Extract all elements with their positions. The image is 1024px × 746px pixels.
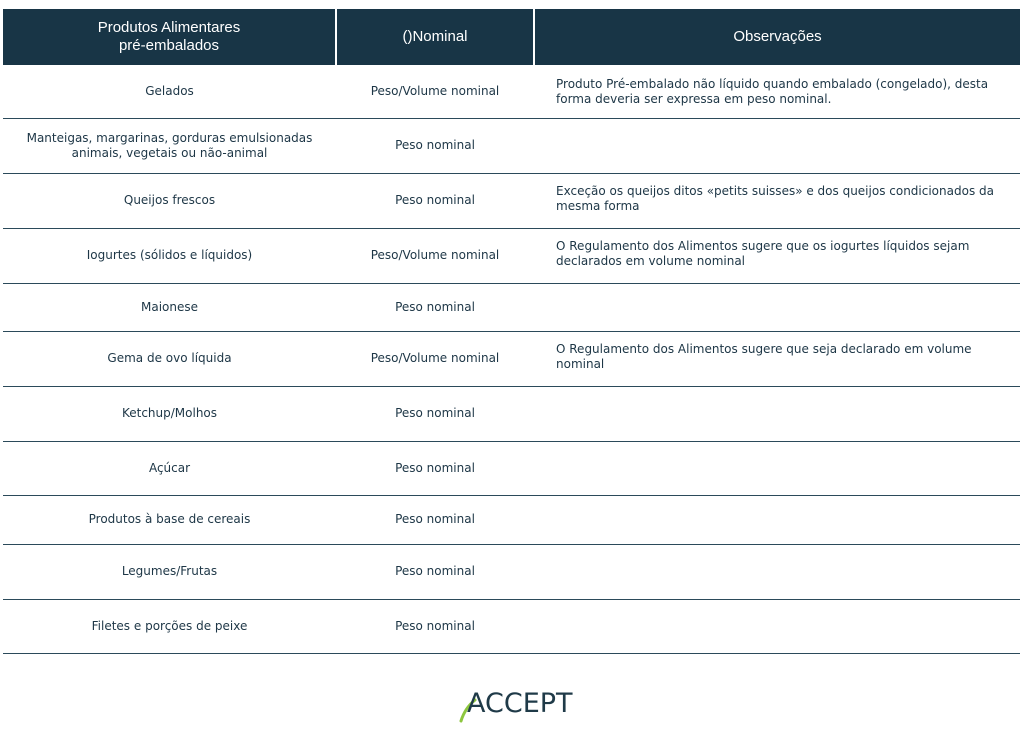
nominal-cell: Peso nominal	[336, 118, 534, 173]
product-cell: Iogurtes (sólidos e líquidos)	[3, 228, 336, 283]
header-nominal	[336, 9, 534, 65]
table-row	[3, 283, 1020, 331]
nominal-cell: Peso/Volume nominal	[336, 65, 534, 118]
table-row	[3, 544, 1020, 599]
observation-cell	[534, 495, 1020, 544]
observation-cell	[534, 599, 1020, 653]
nominal-cell: Peso nominal	[336, 386, 534, 441]
nominal-cell: Peso nominal	[336, 283, 534, 331]
observation-cell: O Regulamento dos Alimentos sugere que os iogurtes líquidos sejam declarados em volume nominal	[534, 228, 1020, 283]
nominal-cell: Peso nominal	[336, 544, 534, 599]
observation-cell	[534, 118, 1020, 173]
nominal-cell: Peso nominal	[336, 599, 534, 653]
header-nominal-label: ()Nominal	[402, 28, 468, 45]
table-row	[3, 599, 1020, 653]
table-row	[3, 228, 1020, 283]
table-row	[3, 65, 1020, 118]
observation-cell: Produto Pré-embalado não líquido quando embalado (congelado), desta forma deveria ser expressa em peso nominal.	[534, 65, 1020, 118]
product-cell: Açúcar	[3, 441, 336, 495]
product-cell: Queijos frescos	[3, 173, 336, 228]
observation-cell	[534, 544, 1020, 599]
nominal-cell: Peso nominal	[336, 495, 534, 544]
observation-cell	[534, 386, 1020, 441]
product-cell: Ketchup/Molhos	[3, 386, 336, 441]
product-cell: Gelados	[3, 65, 336, 118]
table-row	[3, 118, 1020, 173]
observation-cell	[534, 283, 1020, 331]
table-row	[3, 441, 1020, 495]
product-cell: Produtos à base de cereais	[3, 495, 336, 544]
nominal-cell: Peso nominal	[336, 441, 534, 495]
header-products-label: Produtos Alimentares pré-embalados	[97, 19, 241, 54]
observation-cell: O Regulamento dos Alimentos sugere que seja declarado em volume nominal	[534, 331, 1020, 386]
header-observations-label: Observações	[733, 28, 822, 45]
accept-logo-text: ACCEPT	[467, 688, 573, 719]
nominal-cell: Peso nominal	[336, 173, 534, 228]
food-products-table-container	[3, 9, 1020, 654]
nominal-cell: Peso/Volume nominal	[336, 228, 534, 283]
product-cell: Filetes e porções de peixe	[3, 599, 336, 653]
table-row	[3, 495, 1020, 544]
table-row	[3, 331, 1020, 386]
product-cell: Gema de ovo líquida	[3, 331, 336, 386]
table-header-row	[3, 9, 1020, 65]
header-observations	[534, 9, 1020, 65]
table-row	[3, 386, 1020, 441]
product-cell: Maionese	[3, 283, 336, 331]
observation-cell	[534, 441, 1020, 495]
header-products	[3, 9, 336, 65]
accept-logo	[455, 688, 573, 724]
product-cell: Manteigas, margarinas, gorduras emulsionadas animais, vegetais ou não-animal	[3, 118, 336, 173]
food-products-table	[3, 9, 1020, 654]
nominal-cell: Peso/Volume nominal	[336, 331, 534, 386]
observation-cell: Exceção os queijos ditos «petits suisses» e dos queijos condicionados da mesma forma	[534, 173, 1020, 228]
table-row	[3, 173, 1020, 228]
product-cell: Legumes/Frutas	[3, 544, 336, 599]
